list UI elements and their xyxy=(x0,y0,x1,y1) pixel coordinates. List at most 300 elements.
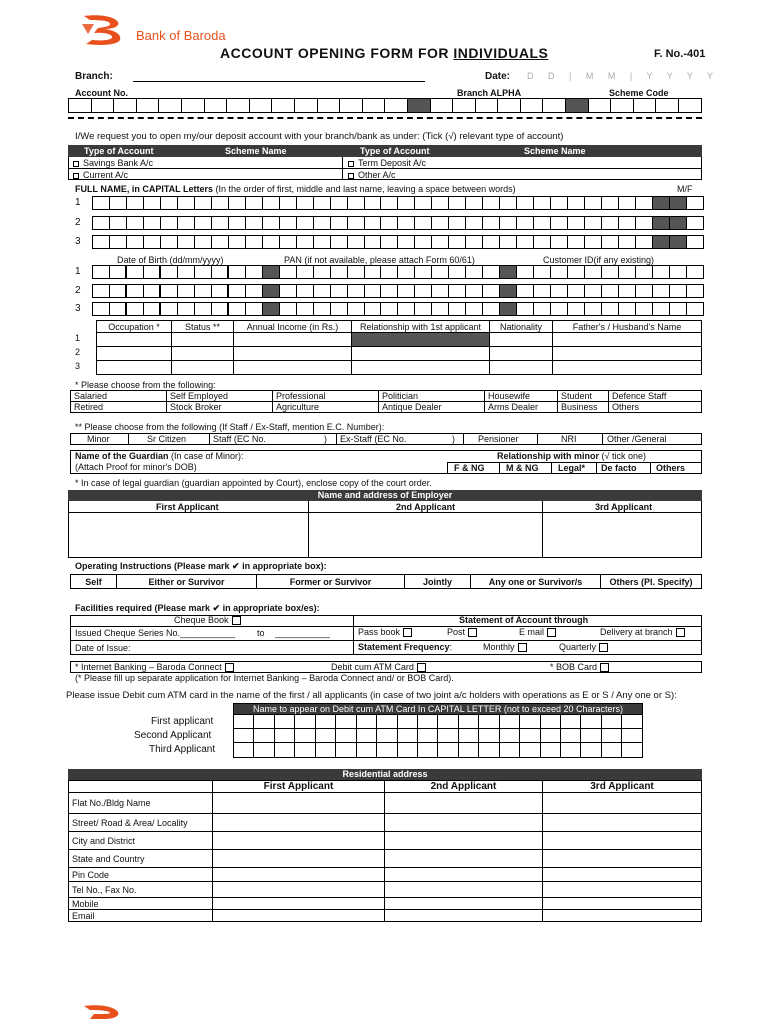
grid-cell[interactable] xyxy=(634,99,657,112)
grid-cell[interactable] xyxy=(466,303,483,315)
opt-arms-dealer[interactable]: Arms Dealer xyxy=(485,402,558,413)
grid-cell[interactable] xyxy=(280,217,297,229)
grid-cell[interactable] xyxy=(541,729,561,742)
name-grid-1[interactable] xyxy=(92,196,704,210)
grid-cell[interactable] xyxy=(415,236,432,248)
grid-cell[interactable] xyxy=(585,217,602,229)
grid-cell[interactable] xyxy=(144,266,161,278)
grid-cell[interactable] xyxy=(212,266,229,278)
grid-cell[interactable] xyxy=(331,266,348,278)
grid-cell[interactable] xyxy=(161,236,178,248)
grid-cell[interactable] xyxy=(476,99,499,112)
grid-cell[interactable] xyxy=(178,217,195,229)
grid-cell[interactable] xyxy=(479,743,499,757)
grid-cell[interactable] xyxy=(670,197,687,209)
to-field[interactable]: ___________ xyxy=(275,628,331,638)
grid-cell[interactable] xyxy=(144,217,161,229)
grid-cell[interactable] xyxy=(229,236,246,248)
grid-cell[interactable] xyxy=(161,303,178,315)
grid-cell[interactable] xyxy=(144,303,161,315)
grid-cell[interactable] xyxy=(432,236,449,248)
grid-cell[interactable] xyxy=(551,285,568,297)
grid-cell[interactable] xyxy=(670,217,687,229)
grid-cell[interactable] xyxy=(483,236,500,248)
opt-others-guardian[interactable]: Others xyxy=(656,463,686,473)
post-option[interactable]: Post xyxy=(447,627,477,637)
grid-cell[interactable] xyxy=(585,303,602,315)
grid-cell[interactable] xyxy=(687,303,704,315)
grid-cell[interactable] xyxy=(479,715,499,728)
grid-cell[interactable] xyxy=(619,303,636,315)
grid-cell[interactable] xyxy=(246,285,263,297)
debit-card-grid-2[interactable] xyxy=(233,729,643,743)
grid-cell[interactable] xyxy=(687,266,704,278)
email-option[interactable]: E mail xyxy=(519,627,556,637)
opt-business[interactable]: Business xyxy=(558,402,609,413)
grid-cell[interactable] xyxy=(340,99,363,112)
grid-cell[interactable] xyxy=(336,715,356,728)
grid-cell[interactable] xyxy=(363,99,386,112)
grid-cell[interactable] xyxy=(144,236,161,248)
grid-cell[interactable] xyxy=(500,729,520,742)
grid-cell[interactable] xyxy=(500,266,517,278)
grid-cell[interactable] xyxy=(365,197,382,209)
grid-cell[interactable] xyxy=(466,217,483,229)
grid-cell[interactable] xyxy=(415,266,432,278)
grid-cell[interactable] xyxy=(381,285,398,297)
grid-cell[interactable] xyxy=(110,285,127,297)
grid-cell[interactable] xyxy=(246,197,263,209)
grid-cell[interactable] xyxy=(398,266,415,278)
grid-cell[interactable] xyxy=(212,197,229,209)
grid-cell[interactable] xyxy=(483,303,500,315)
opt-agriculture[interactable]: Agriculture xyxy=(273,402,379,413)
grid-cell[interactable] xyxy=(534,236,551,248)
grid-cell[interactable] xyxy=(517,197,534,209)
grid-cell[interactable] xyxy=(212,217,229,229)
grid-cell[interactable] xyxy=(670,285,687,297)
op-former-survivor[interactable]: Former or Survivor xyxy=(257,575,405,589)
grid-cell[interactable] xyxy=(381,303,398,315)
grid-cell[interactable] xyxy=(263,217,280,229)
grid-cell[interactable] xyxy=(254,743,274,757)
grid-cell[interactable] xyxy=(229,197,246,209)
grid-cell[interactable] xyxy=(227,99,250,112)
grid-cell[interactable] xyxy=(93,236,110,248)
op-jointly[interactable]: Jointly xyxy=(405,575,471,589)
grid-cell[interactable] xyxy=(195,303,212,315)
grid-cell[interactable] xyxy=(432,303,449,315)
grid-cell[interactable] xyxy=(602,236,619,248)
grid-cell[interactable] xyxy=(348,197,365,209)
grid-cell[interactable] xyxy=(449,197,466,209)
grid-cell[interactable] xyxy=(687,197,704,209)
grid-cell[interactable] xyxy=(381,217,398,229)
grid-cell[interactable] xyxy=(297,285,314,297)
grid-cell[interactable] xyxy=(365,303,382,315)
grid-cell[interactable] xyxy=(110,236,127,248)
grid-cell[interactable] xyxy=(280,197,297,209)
grid-cell[interactable] xyxy=(653,266,670,278)
grid-cell[interactable] xyxy=(316,743,336,757)
grid-cell[interactable] xyxy=(377,729,397,742)
grid-cell[interactable] xyxy=(602,743,622,757)
grid-cell[interactable] xyxy=(69,99,92,112)
grid-cell[interactable] xyxy=(348,266,365,278)
grid-cell[interactable] xyxy=(500,743,520,757)
grid-cell[interactable] xyxy=(246,266,263,278)
grid-cell[interactable] xyxy=(297,303,314,315)
grid-cell[interactable] xyxy=(127,236,144,248)
grid-cell[interactable] xyxy=(670,266,687,278)
grid-cell[interactable] xyxy=(432,217,449,229)
grid-cell[interactable] xyxy=(517,217,534,229)
grid-cell[interactable] xyxy=(144,197,161,209)
account-number-grid[interactable] xyxy=(68,98,702,113)
grid-cell[interactable] xyxy=(297,197,314,209)
grid-cell[interactable] xyxy=(517,285,534,297)
grid-cell[interactable] xyxy=(589,99,612,112)
grid-cell[interactable] xyxy=(195,197,212,209)
grid-cell[interactable] xyxy=(93,217,110,229)
grid-cell[interactable] xyxy=(348,303,365,315)
grid-cell[interactable] xyxy=(466,236,483,248)
grid-cell[interactable] xyxy=(541,743,561,757)
grid-cell[interactable] xyxy=(254,729,274,742)
grid-cell[interactable] xyxy=(534,303,551,315)
opt-politician[interactable]: Politician xyxy=(379,391,485,402)
grid-cell[interactable] xyxy=(110,303,127,315)
grid-cell[interactable] xyxy=(568,236,585,248)
grid-cell[interactable] xyxy=(297,217,314,229)
opt-antique-dealer[interactable]: Antique Dealer xyxy=(379,402,485,413)
monthly-option[interactable]: Monthly xyxy=(483,642,527,652)
grid-cell[interactable] xyxy=(687,285,704,297)
grid-cell[interactable] xyxy=(415,217,432,229)
grid-cell[interactable] xyxy=(636,285,653,297)
grid-cell[interactable] xyxy=(622,729,642,742)
grid-cell[interactable] xyxy=(178,303,195,315)
dob-grid-3[interactable] xyxy=(92,302,704,316)
grid-cell[interactable] xyxy=(619,285,636,297)
grid-cell[interactable] xyxy=(331,303,348,315)
grid-cell[interactable] xyxy=(415,303,432,315)
grid-cell[interactable] xyxy=(93,303,110,315)
grid-cell[interactable] xyxy=(159,99,182,112)
grid-cell[interactable] xyxy=(619,266,636,278)
grid-cell[interactable] xyxy=(263,197,280,209)
date-field[interactable]: D D | M M | Y Y Y Y xyxy=(527,71,720,81)
grid-cell[interactable] xyxy=(653,236,670,248)
grid-cell[interactable] xyxy=(336,729,356,742)
grid-cell[interactable] xyxy=(275,715,295,728)
grid-cell[interactable] xyxy=(653,285,670,297)
opt-housewife[interactable]: Housewife xyxy=(485,391,558,402)
grid-cell[interactable] xyxy=(418,743,438,757)
grid-cell[interactable] xyxy=(92,99,115,112)
grid-cell[interactable] xyxy=(679,99,702,112)
grid-cell[interactable] xyxy=(295,729,315,742)
grid-cell[interactable] xyxy=(636,266,653,278)
grid-cell[interactable] xyxy=(459,715,479,728)
grid-cell[interactable] xyxy=(275,743,295,757)
grid-cell[interactable] xyxy=(653,197,670,209)
grid-cell[interactable] xyxy=(568,303,585,315)
dob-grid-1[interactable] xyxy=(92,265,704,279)
grid-cell[interactable] xyxy=(520,715,540,728)
grid-cell[interactable] xyxy=(602,715,622,728)
grid-cell[interactable] xyxy=(438,743,458,757)
opt-professional[interactable]: Professional xyxy=(273,391,379,402)
grid-cell[interactable] xyxy=(161,266,178,278)
grid-cell[interactable] xyxy=(432,266,449,278)
grid-cell[interactable] xyxy=(110,197,127,209)
grid-cell[interactable] xyxy=(161,197,178,209)
grid-cell[interactable] xyxy=(161,285,178,297)
opt-salaried[interactable]: Salaried xyxy=(71,391,167,402)
opt-stock-broker[interactable]: Stock Broker xyxy=(167,402,273,413)
grid-cell[interactable] xyxy=(619,197,636,209)
grid-cell[interactable] xyxy=(365,236,382,248)
pass-book-option[interactable]: Pass book xyxy=(358,627,412,637)
grid-cell[interactable] xyxy=(517,266,534,278)
grid-cell[interactable] xyxy=(636,217,653,229)
grid-cell[interactable] xyxy=(178,197,195,209)
grid-cell[interactable] xyxy=(377,715,397,728)
grid-cell[interactable] xyxy=(521,99,544,112)
grid-cell[interactable] xyxy=(275,729,295,742)
grid-cell[interactable] xyxy=(619,217,636,229)
grid-cell[interactable] xyxy=(585,266,602,278)
term-deposit-option[interactable]: Term Deposit A/c xyxy=(348,158,426,168)
grid-cell[interactable] xyxy=(449,217,466,229)
grid-cell[interactable] xyxy=(602,729,622,742)
grid-cell[interactable] xyxy=(566,99,589,112)
grid-cell[interactable] xyxy=(398,285,415,297)
grid-cell[interactable] xyxy=(581,743,601,757)
debit-card-grid-3[interactable] xyxy=(233,743,643,758)
grid-cell[interactable] xyxy=(619,236,636,248)
grid-cell[interactable] xyxy=(127,266,144,278)
grid-cell[interactable] xyxy=(581,715,601,728)
grid-cell[interactable] xyxy=(314,197,331,209)
grid-cell[interactable] xyxy=(365,217,382,229)
grid-cell[interactable] xyxy=(520,743,540,757)
grid-cell[interactable] xyxy=(415,285,432,297)
grid-cell[interactable] xyxy=(517,236,534,248)
grid-cell[interactable] xyxy=(534,285,551,297)
grid-cell[interactable] xyxy=(602,266,619,278)
grid-cell[interactable] xyxy=(398,217,415,229)
grid-cell[interactable] xyxy=(622,743,642,757)
grid-cell[interactable] xyxy=(318,99,341,112)
op-others[interactable]: Others (Pl. Specify) xyxy=(601,575,702,589)
grid-cell[interactable] xyxy=(127,303,144,315)
grid-cell[interactable] xyxy=(561,715,581,728)
status-minor[interactable]: Minor xyxy=(87,434,110,444)
grid-cell[interactable] xyxy=(438,729,458,742)
grid-cell[interactable] xyxy=(398,236,415,248)
grid-cell[interactable] xyxy=(280,266,297,278)
grid-cell[interactable] xyxy=(561,743,581,757)
grid-cell[interactable] xyxy=(500,303,517,315)
op-self[interactable]: Self xyxy=(71,575,117,589)
grid-cell[interactable] xyxy=(314,303,331,315)
grid-cell[interactable] xyxy=(483,197,500,209)
grid-cell[interactable] xyxy=(272,99,295,112)
grid-cell[interactable] xyxy=(114,99,137,112)
grid-cell[interactable] xyxy=(263,266,280,278)
grid-cell[interactable] xyxy=(483,217,500,229)
grid-cell[interactable] xyxy=(561,729,581,742)
grid-cell[interactable] xyxy=(541,715,561,728)
other-ac-option[interactable]: Other A/c xyxy=(348,170,396,180)
grid-cell[interactable] xyxy=(551,217,568,229)
status-pensioner[interactable]: Pensioner xyxy=(478,434,519,444)
grid-cell[interactable] xyxy=(431,99,454,112)
grid-cell[interactable] xyxy=(466,197,483,209)
grid-cell[interactable] xyxy=(398,197,415,209)
issued-series[interactable]: Issued Cheque Series No.___________ xyxy=(75,628,236,638)
grid-cell[interactable] xyxy=(357,729,377,742)
grid-cell[interactable] xyxy=(93,197,110,209)
grid-cell[interactable] xyxy=(653,303,670,315)
grid-cell[interactable] xyxy=(178,266,195,278)
grid-cell[interactable] xyxy=(137,99,160,112)
grid-cell[interactable] xyxy=(687,217,704,229)
grid-cell[interactable] xyxy=(229,217,246,229)
grid-cell[interactable] xyxy=(568,285,585,297)
grid-cell[interactable] xyxy=(377,743,397,757)
grid-cell[interactable] xyxy=(581,729,601,742)
grid-cell[interactable] xyxy=(161,217,178,229)
grid-cell[interactable] xyxy=(195,285,212,297)
status-ex-staff[interactable]: Ex-Staff (EC No. xyxy=(340,434,407,444)
opt-defence-staff[interactable]: Defence Staff xyxy=(609,391,702,402)
grid-cell[interactable] xyxy=(636,197,653,209)
delivery-branch-option[interactable]: Delivery at branch xyxy=(600,627,685,637)
grid-cell[interactable] xyxy=(656,99,679,112)
grid-cell[interactable] xyxy=(295,715,315,728)
op-either-survivor[interactable]: Either or Survivor xyxy=(117,575,257,589)
grid-cell[interactable] xyxy=(331,217,348,229)
grid-cell[interactable] xyxy=(357,743,377,757)
opt-self-employed[interactable]: Self Employed xyxy=(167,391,273,402)
branch-field[interactable] xyxy=(133,81,425,82)
grid-cell[interactable] xyxy=(585,285,602,297)
grid-cell[interactable] xyxy=(636,236,653,248)
grid-cell[interactable] xyxy=(110,217,127,229)
grid-cell[interactable] xyxy=(182,99,205,112)
grid-cell[interactable] xyxy=(246,303,263,315)
grid-cell[interactable] xyxy=(144,285,161,297)
grid-cell[interactable] xyxy=(585,236,602,248)
grid-cell[interactable] xyxy=(449,285,466,297)
grid-cell[interactable] xyxy=(622,715,642,728)
grid-cell[interactable] xyxy=(365,285,382,297)
quarterly-option[interactable]: Quarterly xyxy=(559,642,608,652)
grid-cell[interactable] xyxy=(500,197,517,209)
bob-card-option[interactable]: * BOB Card xyxy=(550,662,609,672)
grid-cell[interactable] xyxy=(670,303,687,315)
dob-grid-2[interactable] xyxy=(92,284,704,298)
grid-cell[interactable] xyxy=(381,197,398,209)
grid-cell[interactable] xyxy=(93,266,110,278)
grid-cell[interactable] xyxy=(398,303,415,315)
grid-cell[interactable] xyxy=(449,266,466,278)
grid-cell[interactable] xyxy=(212,303,229,315)
grid-cell[interactable] xyxy=(520,729,540,742)
grid-cell[interactable] xyxy=(314,285,331,297)
grid-cell[interactable] xyxy=(234,729,254,742)
grid-cell[interactable] xyxy=(585,197,602,209)
grid-cell[interactable] xyxy=(459,729,479,742)
grid-cell[interactable] xyxy=(398,729,418,742)
grid-cell[interactable] xyxy=(551,236,568,248)
grid-cell[interactable] xyxy=(331,236,348,248)
grid-cell[interactable] xyxy=(212,236,229,248)
grid-cell[interactable] xyxy=(336,743,356,757)
status-other-general[interactable]: Other /General xyxy=(607,434,667,444)
debit-card-grid-1[interactable] xyxy=(233,715,643,729)
current-option[interactable]: Current A/c xyxy=(73,170,128,180)
grid-cell[interactable] xyxy=(568,217,585,229)
grid-cell[interactable] xyxy=(246,236,263,248)
status-staff[interactable]: Staff (EC No. xyxy=(213,434,266,444)
grid-cell[interactable] xyxy=(127,217,144,229)
grid-cell[interactable] xyxy=(314,266,331,278)
grid-cell[interactable] xyxy=(602,285,619,297)
grid-cell[interactable] xyxy=(418,715,438,728)
grid-cell[interactable] xyxy=(229,285,246,297)
grid-cell[interactable] xyxy=(670,236,687,248)
internet-banking-option[interactable]: * Internet Banking – Baroda Connect xyxy=(75,662,234,672)
status-sr-citizen[interactable]: Sr Citizen xyxy=(147,434,187,444)
grid-cell[interactable] xyxy=(551,266,568,278)
grid-cell[interactable] xyxy=(438,715,458,728)
grid-cell[interactable] xyxy=(449,236,466,248)
opt-student[interactable]: Student xyxy=(558,391,609,402)
grid-cell[interactable] xyxy=(449,303,466,315)
grid-cell[interactable] xyxy=(297,236,314,248)
grid-cell[interactable] xyxy=(534,266,551,278)
grid-cell[interactable] xyxy=(498,99,521,112)
grid-cell[interactable] xyxy=(127,197,144,209)
grid-cell[interactable] xyxy=(602,217,619,229)
name-grid-2[interactable] xyxy=(92,216,704,230)
grid-cell[interactable] xyxy=(365,266,382,278)
grid-cell[interactable] xyxy=(534,217,551,229)
grid-cell[interactable] xyxy=(432,285,449,297)
status-nri[interactable]: NRI xyxy=(561,434,577,444)
grid-cell[interactable] xyxy=(263,236,280,248)
grid-cell[interactable] xyxy=(280,236,297,248)
op-any-one[interactable]: Any one or Survivor/s xyxy=(471,575,601,589)
grid-cell[interactable] xyxy=(551,303,568,315)
grid-cell[interactable] xyxy=(466,266,483,278)
savings-option[interactable]: Savings Bank A/c xyxy=(73,158,153,168)
grid-cell[interactable] xyxy=(453,99,476,112)
grid-cell[interactable] xyxy=(205,99,228,112)
grid-cell[interactable] xyxy=(636,303,653,315)
grid-cell[interactable] xyxy=(229,303,246,315)
grid-cell[interactable] xyxy=(611,99,634,112)
cheque-book-option[interactable]: Cheque Book xyxy=(174,615,241,625)
grid-cell[interactable] xyxy=(295,743,315,757)
grid-cell[interactable] xyxy=(178,236,195,248)
grid-cell[interactable] xyxy=(295,99,318,112)
grid-cell[interactable] xyxy=(653,217,670,229)
